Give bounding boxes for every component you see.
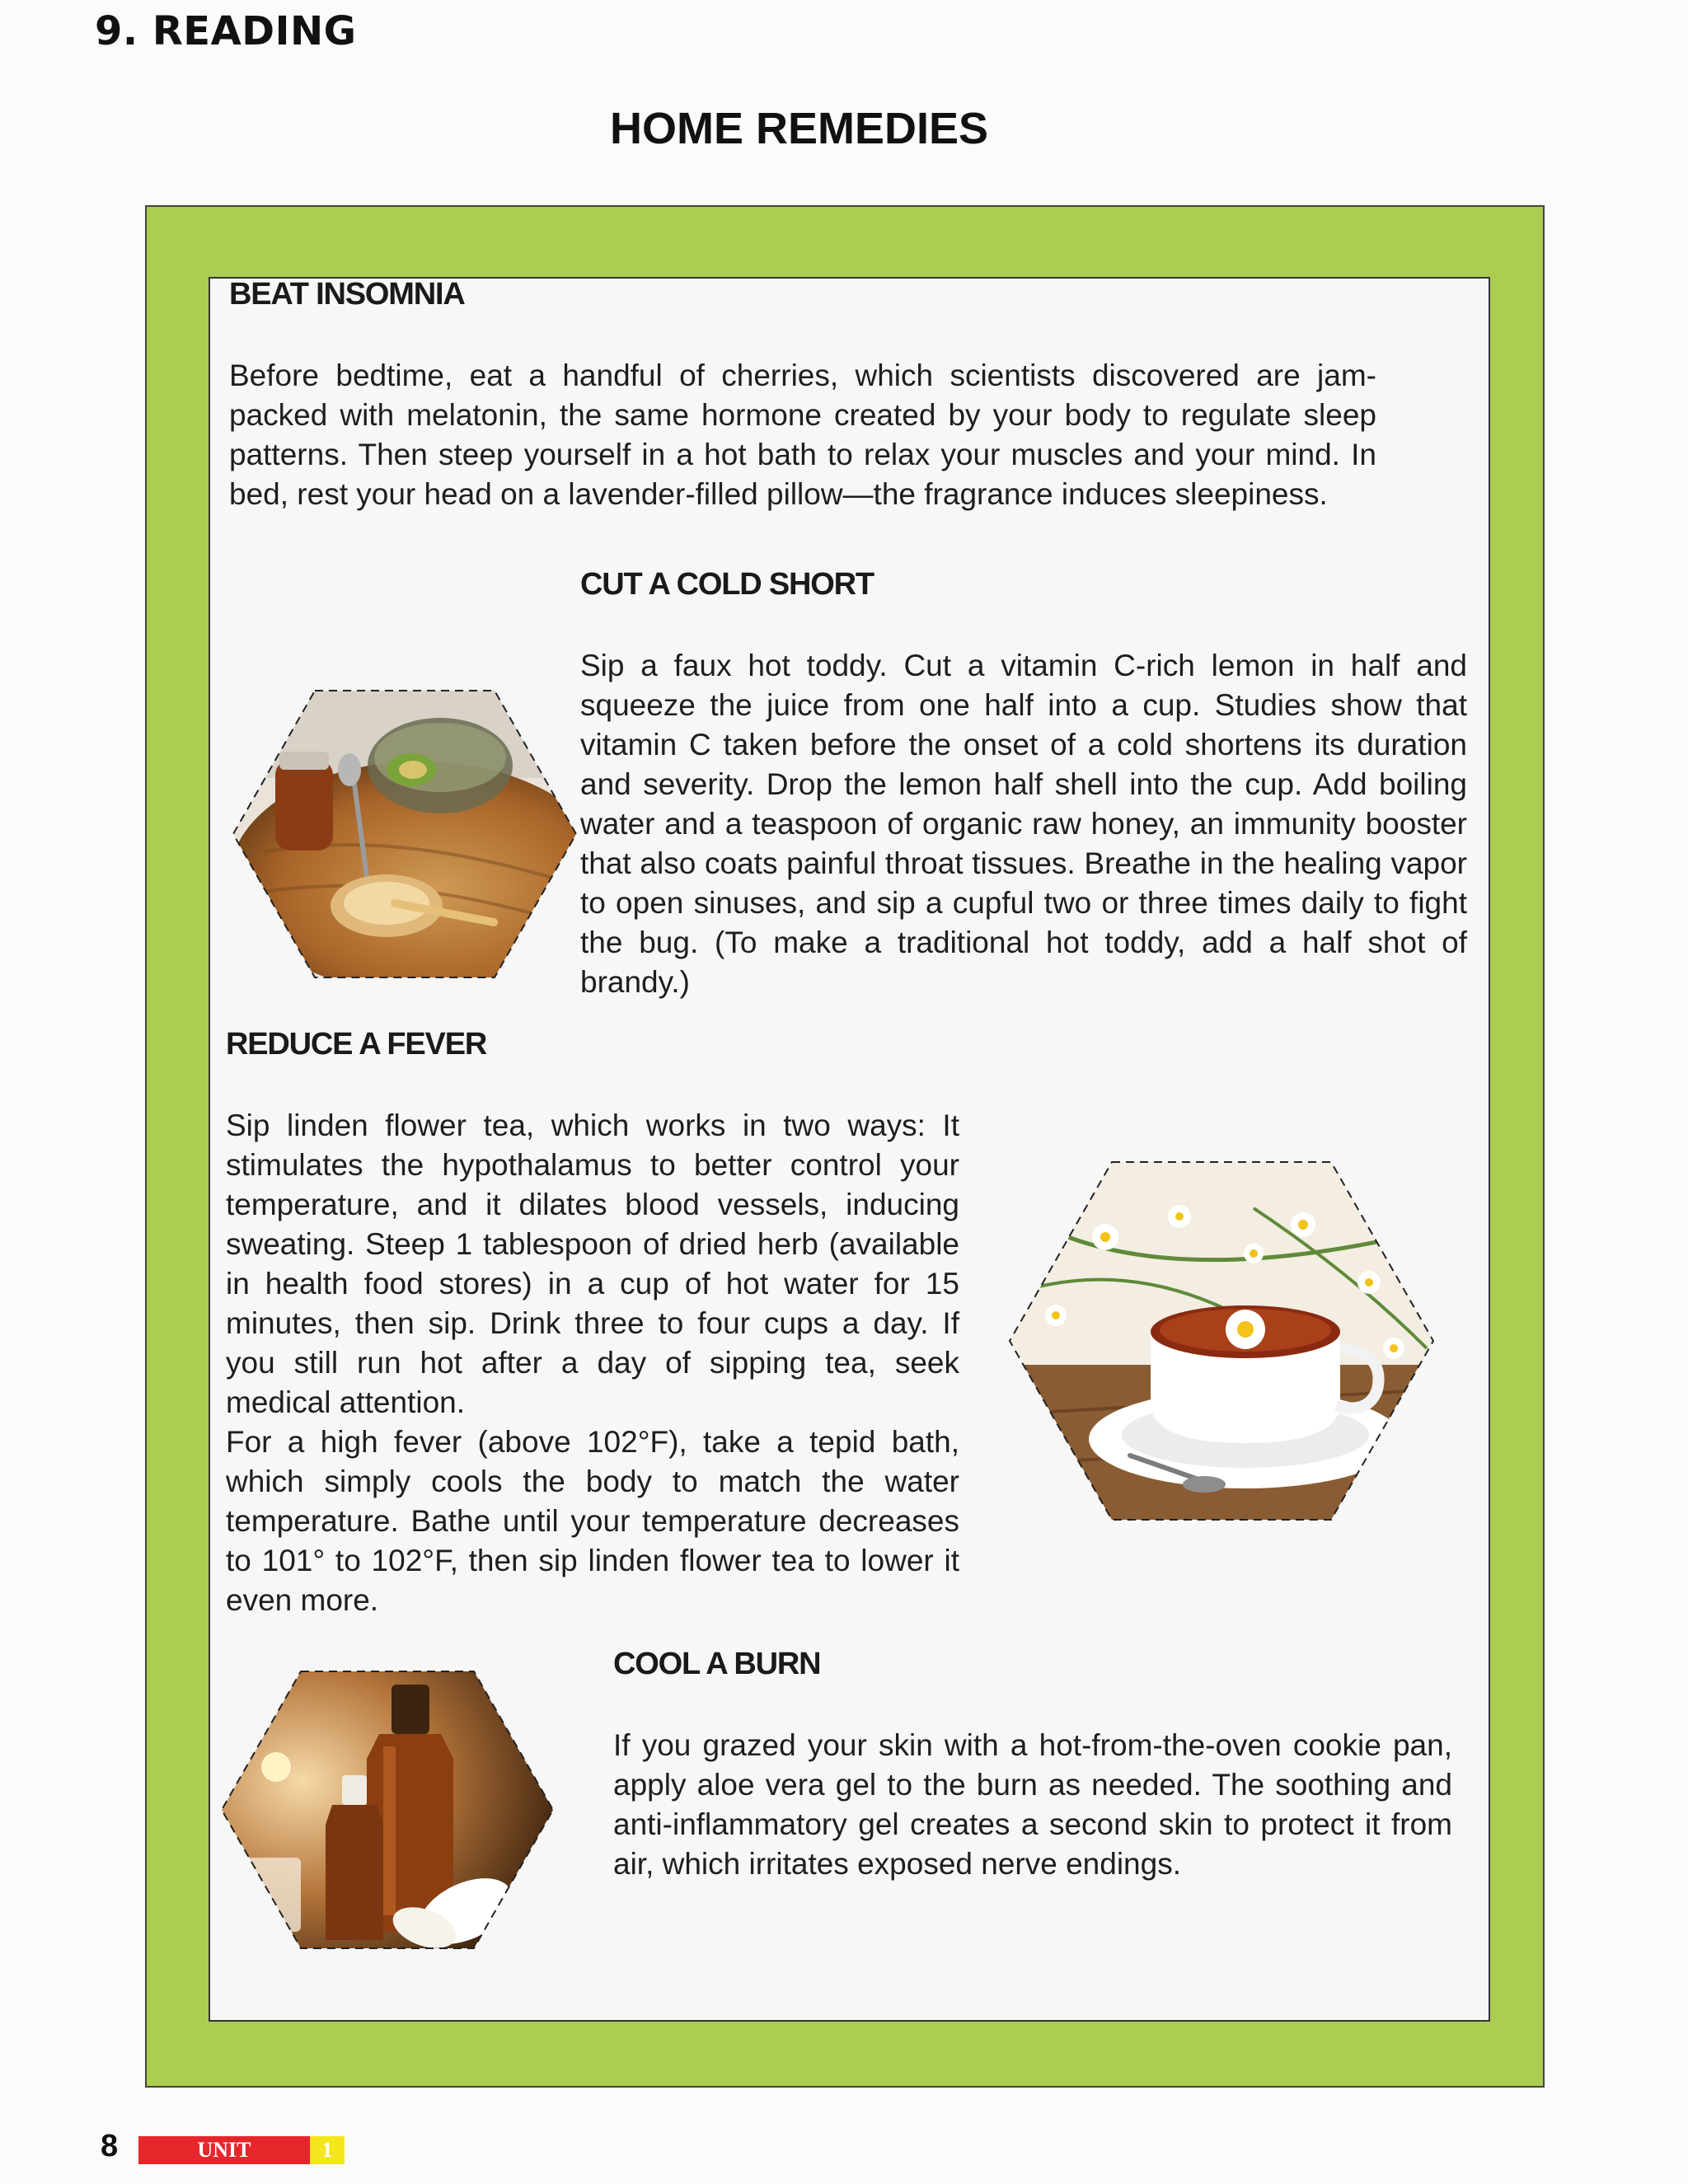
- page-number: 8: [101, 2129, 119, 2163]
- page-title: HOME REMEDIES: [610, 104, 989, 153]
- cold-text: Sip a faux hot toddy. Cut a vitamin C-rich lemon in half and squeeze the juice from one half into a cup. Studies show that vitamin C taken before the onset of a cold shortens its duration and severity. Drop the lemon half shell into the cup. Add boiling water and a teaspoon of organic raw honey, an immunity booster that also coats painful throat tissues. Breathe in the healing vapor to open sinuses, and sip a cupful two or three times daily to fight the bug. (To make a traditional hot toddy, add a half shot of brandy.): [580, 649, 1467, 999]
- cold-heading: CUT A COLD SHORT: [580, 567, 874, 602]
- fever-heading: REDUCE A FEVER: [226, 1027, 487, 1062]
- oil-bottles-photo: [218, 1668, 556, 1952]
- section-heading: 9. READING: [95, 8, 357, 54]
- chamomile-tea-photo: [1006, 1159, 1437, 1523]
- insomnia-text: Before bedtime, eat a handful of cherries, which scientists discovered are jam-packed with melatonin, the same hormone created by your body to regulate sleep patterns. Then steep yourself in a hot bath to relax your muscles and your mind. In bed, rest your head on a lavender-filled pillow—the fragrance induces sleepiness.: [229, 359, 1376, 511]
- burn-heading: COOL A BURN: [613, 1647, 821, 1681]
- fever-text: Sip linden flower tea, which works in two ways: It stimulates the hypothalamus to better control your temperature, and it dilates blood vessels, inducing sweating. Steep 1 tablespoon of dried herb (available in health food stores) in a cup of hot water for 15 minutes, then sip. Drink three to four cups a day. If you still run hot after a day of sipping tea, seek medical attention.: [226, 1108, 959, 1419]
- honey-lemon-photo: [230, 687, 579, 981]
- unit-number: 1: [310, 2136, 345, 2164]
- burn-text: If you grazed your skin with a hot-from-the-oven cookie pan, apply aloe vera gel to the burn as needed. The soothing and anti-inflammatory gel creates a second skin to protect it from air, which irritates exposed nerve endings.: [613, 1728, 1452, 1881]
- unit-label: UNIT: [138, 2136, 310, 2164]
- fever-text-2: For a high fever (above 102°F), take a tepid bath, which simply cools the body to match the water temperature. Bathe until your temperature decreases to 101° to 102°F, then sip linden flower tea to lower it even more.: [226, 1425, 959, 1617]
- insomnia-heading: BEAT INSOMNIA: [229, 277, 465, 312]
